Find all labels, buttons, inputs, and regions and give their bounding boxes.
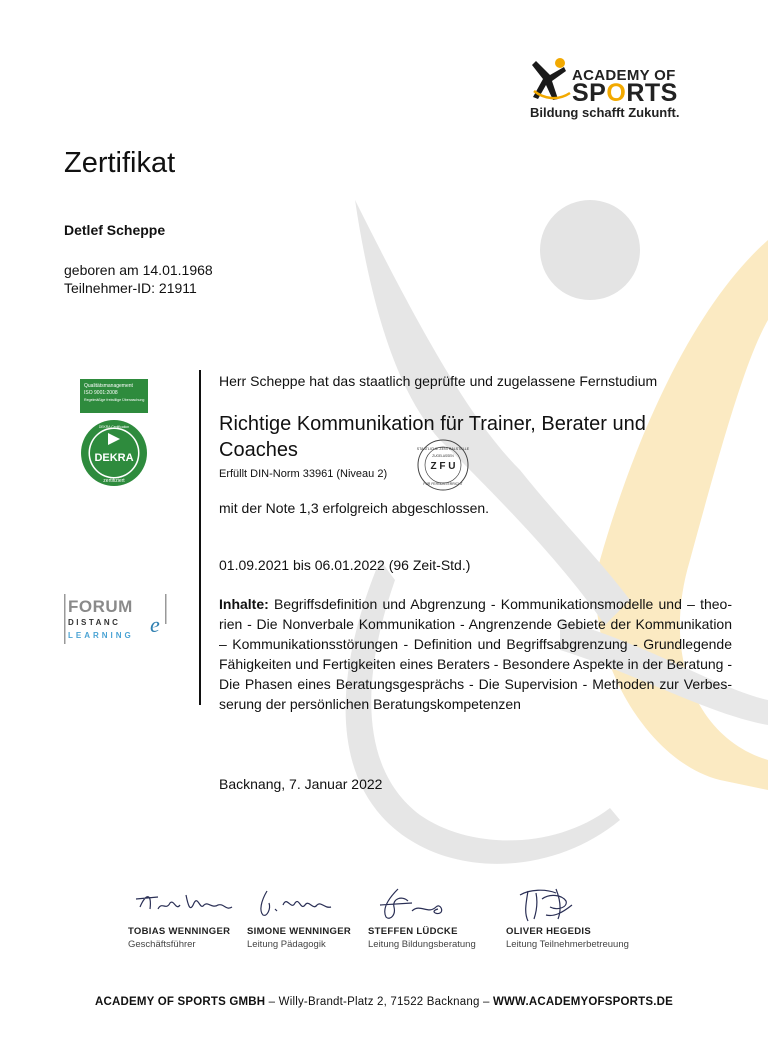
footer-address	[0, 996, 768, 1008]
signatory-role: Leitung Bildungsberatung	[368, 939, 476, 950]
forum-distance-learning-logo	[64, 592, 176, 648]
place-and-date: Backnang, 7. Januar 2022	[219, 776, 383, 792]
footer-website: WWW.ACADEMYOFSPORTS.DE	[492, 996, 674, 1008]
participant-name: Detlef Scheppe	[64, 222, 166, 238]
birth-date: geboren am 14.01.1968	[64, 262, 213, 278]
academy-of-sports-logo	[530, 55, 690, 125]
svg-text:Qualitätsmanagement: Qualitätsmanagement	[84, 383, 133, 389]
din-norm-note: Erfüllt DIN-Norm 33961 (Niveau 2)	[219, 468, 388, 480]
footer-company: ACADEMY OF SPORTS GMBH	[94, 996, 266, 1008]
participant-details	[64, 261, 213, 297]
svg-text:zertifiziert: zertifiziert	[103, 478, 125, 484]
course-title: Richtige Kommunikation für Trainer, Berater und Coaches	[219, 413, 646, 461]
footer-street: – Willy-Brandt-Platz 2, 71522 Backnang –	[265, 996, 493, 1008]
logo-line-2: SPORTS	[572, 79, 678, 107]
svg-text:FORUM: FORUM	[68, 597, 133, 616]
signatory-role: Leitung Teilnehmerbetreuung	[506, 939, 629, 950]
signatory-name: OLIVER HEGEDIS	[506, 926, 591, 937]
course-contents	[219, 594, 732, 714]
logo-tagline: Bildung schafft Zukunft.	[530, 105, 680, 120]
signature-tobias-wenninger	[128, 885, 258, 923]
svg-text:LEARNING: LEARNING	[68, 631, 134, 640]
svg-text:Regelmäßige freiwillige Überwa: Regelmäßige freiwillige Überwachung	[84, 398, 145, 402]
zfu-seal	[414, 438, 472, 492]
certificate-intro: Herr Scheppe hat das staatlich geprüfte und zugelassene Fernstudium	[219, 373, 658, 389]
grade-statement: mit der Note 1,3 erfolgreich abgeschlossen.	[219, 500, 490, 516]
svg-text:DEKRA: DEKRA	[94, 452, 134, 464]
svg-text:STAATLICHE ZENTRALSTELLE: STAATLICHE ZENTRALSTELLE	[416, 447, 470, 451]
svg-text:ZUGELASSEN: ZUGELASSEN	[432, 454, 454, 458]
signatory-role: Leitung Pädagogik	[247, 939, 326, 950]
svg-text:DEKRA Certification: DEKRA Certification	[98, 425, 130, 429]
participant-id: Teilnehmer-ID: 21911	[64, 280, 197, 296]
contents-text: Begriffsdefinition und Abgrenzung - Kommunikationsmodelle und – theo-rien - Die Nonverbale Kommunikation - Angrenzende Gebiete der Kommunikation – Kommunikationsstörungen - Definition und Begriffsabgrenzung - Grundlegende Fähigkeiten und Fertigkeiten eines Beraters - Besondere Aspekte in der Beratung - Die Phasen eines Beratungsgesprächs - Die Supervision - Methoden zur Verbes-serung der persönlichen Beratungskompetenzen	[219, 596, 732, 712]
signatory-role: Geschäftsführer	[128, 939, 196, 950]
certificate-title: Zertifikat	[64, 147, 176, 179]
zfu-stamp-icon	[414, 438, 472, 492]
course-dates: 01.09.2021 bis 06.01.2022 (96 Zeit-Std.)	[219, 557, 471, 573]
signatory-name: SIMONE WENNINGER	[247, 926, 352, 937]
signatory-name: STEFFEN LÜDCKE	[368, 926, 458, 937]
svg-text:FÜR FERNUNTERRICHT: FÜR FERNUNTERRICHT	[423, 482, 463, 486]
svg-text:ISO 9001:2008: ISO 9001:2008	[84, 390, 118, 396]
logo-line-1: ACADEMY OF	[572, 67, 676, 84]
divider-line	[199, 370, 201, 705]
signatory-name: TOBIAS WENNINGER	[128, 926, 231, 937]
signature-steffen-luedcke	[368, 885, 498, 923]
dekra-seal	[80, 379, 148, 489]
forum-logo-icon	[64, 592, 176, 648]
signature-oliver-hegedis	[506, 885, 636, 923]
svg-text:DISTANC: DISTANC	[68, 618, 121, 627]
svg-text:Z F U: Z F U	[430, 461, 456, 472]
athlete-logo-icon	[530, 55, 574, 105]
svg-text:e: e	[150, 612, 160, 637]
signature-simone-wenninger	[247, 885, 377, 923]
contents-label: Inhalte:	[219, 596, 269, 612]
dekra-seal-icon	[80, 379, 148, 489]
